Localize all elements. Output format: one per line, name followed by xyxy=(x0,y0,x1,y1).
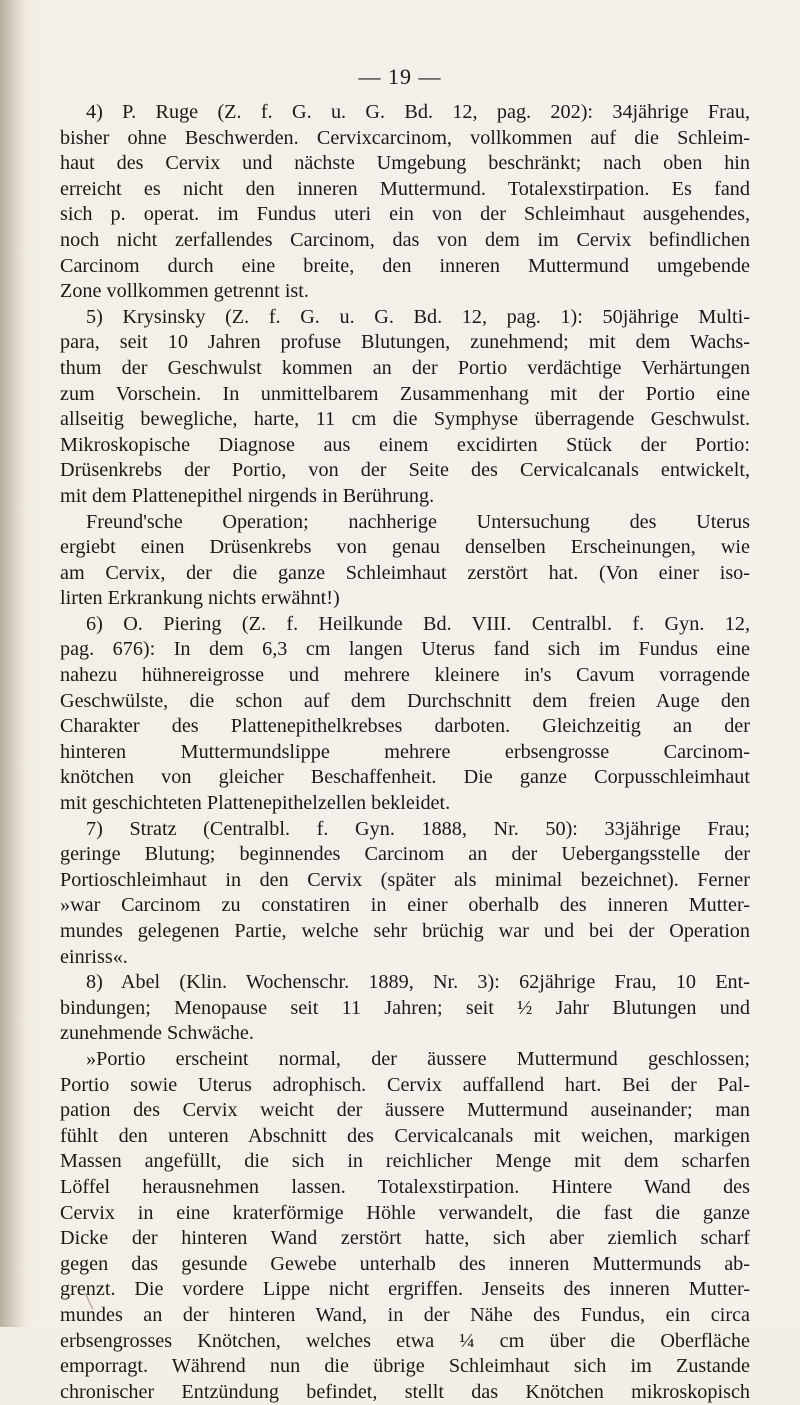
text-line: erreicht es nicht den inneren Muttermund. Totalexstirpation. Es fand xyxy=(60,177,750,200)
text-line: zunehmende Schwäche. xyxy=(60,1022,254,1045)
text-line: Löffel herausnehmen lassen. Totalexstirpation. Hintere Wand des xyxy=(60,1175,750,1198)
text-line: »Portio erscheint normal, der äussere Muttermund geschlossen; xyxy=(86,1047,750,1070)
text-line: am Cervix, der die ganze Schleimhaut zerstört hat. (Von einer iso- xyxy=(60,561,750,584)
body-text xyxy=(60,100,750,1405)
text-line: Mikroskopische Diagnose aus einem excidirten Stück der Portio: xyxy=(60,433,750,456)
text-line: Carcinom durch eine breite, den inneren Muttermund umgebende xyxy=(60,254,750,277)
text-line: Portio sowie Uterus adrophisch. Cervix auffallend hart. Bei der Pal- xyxy=(60,1073,750,1096)
text-line: Drüsenkrebs der Portio, von der Seite des Cervicalcanals entwickelt, xyxy=(60,459,750,482)
text-line: emporragt. Während nun die übrige Schleimhaut sich im Zustande xyxy=(60,1355,750,1378)
text-line: geringe Blutung; beginnendes Carcinom an der Uebergangsstelle der xyxy=(60,843,750,866)
text-line: bisher ohne Beschwerden. Cervixcarcinom, vollkommen auf die Schleim- xyxy=(60,126,750,149)
text-line: mit dem Plattenepithel nirgends in Berührung. xyxy=(60,484,435,507)
text-line: 4) P. Ruge (Z. f. G. u. G. Bd. 12, pag. 202): 34jährige Frau, xyxy=(86,101,750,123)
text-line: thum der Geschwulst kommen an der Portio verdächtige Verhärtungen xyxy=(60,356,750,379)
text-line: mundes an der hinteren Wand, in der Nähe des Fundus, ein circa xyxy=(60,1303,750,1326)
text-line: 5) Krysinsky (Z. f. G. u. G. Bd. 12, pag. 1): 50jährige Multi- xyxy=(86,305,750,328)
text-line: »war Carcinom zu constatiren in einer oberhalb des inneren Mutter- xyxy=(60,894,750,917)
text-line: para, seit 10 Jahren profuse Blutungen, zunehmend; mit dem Wachs- xyxy=(60,331,750,354)
text-line: zum Vorschein. In unmittelbarem Zusammenhang mit der Portio eine xyxy=(60,382,750,405)
text-line: Cervix in eine kraterförmige Höhle verwandelt, die fast die ganze xyxy=(60,1201,750,1224)
binding-shadow xyxy=(0,0,26,1327)
text-line: hinteren Muttermundslippe mehrere erbsengrosse Carcinom- xyxy=(60,740,750,763)
text-line: noch nicht zerfallendes Carcinom, das von dem im Cervix befindlichen xyxy=(60,228,750,251)
text-line: pag. 676): In dem 6,3 cm langen Uterus fand sich im Fundus eine xyxy=(60,638,750,661)
text-line: 7) Stratz (Centralbl. f. Gyn. 1888, Nr. 50): 33jährige Frau; xyxy=(86,817,750,840)
text-line: knötchen von gleicher Beschaffenheit. Die ganze Corpusschleimhaut xyxy=(60,766,750,789)
text-line: Freund'sche Operation; nachherige Untersuchung des Uterus xyxy=(86,510,750,533)
text-line: grenzt. Die vordere Lippe nicht ergriffen. Jenseits des inneren Mutter- xyxy=(60,1278,750,1301)
text-line: bindungen; Menopause seit 11 Jahren; seit ½ Jahr Blutungen und xyxy=(60,996,750,1019)
text-line: sich p. operat. im Fundus uteri ein von der Schleimhaut ausgehendes, xyxy=(60,203,750,226)
text-line: einriss«. xyxy=(60,945,128,968)
text-line: mundes gelegenen Partie, welche sehr brüchig war und bei der Operation xyxy=(60,920,750,942)
text-line: allseitig bewegliche, harte, 11 cm die Symphyse überragende Geschwulst. xyxy=(60,408,750,431)
text-line: mit geschichteten Plattenepithelzellen bekleidet. xyxy=(60,792,451,815)
text-line: gegen das gesunde Gewebe unterhalb des inneren Muttermunds ab- xyxy=(60,1252,750,1275)
text-line: chronischer Entzündung befindet, stellt das Knötchen mikroskopisch xyxy=(60,1380,750,1403)
text-line: nahezu hühnereigrosse und mehrere kleinere in's Cavum vorragende xyxy=(60,664,750,687)
text-line: 8) Abel (Klin. Wochenschr. 1889, Nr. 3): 62jährige Frau, 10 Ent- xyxy=(86,971,750,994)
text-line: lirten Erkrankung nichts erwähnt!) xyxy=(60,587,340,610)
text-line: 6) O. Piering (Z. f. Heilkunde Bd. VIII. Centralbl. f. Gyn. 12, xyxy=(86,612,750,635)
text-line: Zone vollkommen getrennt ist. xyxy=(60,280,309,303)
text-line: erbsengrosses Knötchen, welches etwa ¼ cm über die Oberfläche xyxy=(60,1329,750,1352)
text-line: pation des Cervix weicht der äussere Muttermund auseinander; man xyxy=(60,1099,750,1122)
text-line: ergiebt einen Drüsenkrebs von genau denselben Erscheinungen, wie xyxy=(60,536,750,559)
text-line: Portioschleimhaut in den Cervix (später als minimal bezeichnet). Ferner xyxy=(60,868,750,891)
text-line: Dicke der hinteren Wand zerstört hatte, sich aber ziemlich scharf xyxy=(60,1227,750,1250)
text-line: haut des Cervix und nächste Umgebung beschränkt; nach oben hin xyxy=(60,152,750,175)
page-number: — 19 — xyxy=(358,64,442,89)
text-line: Massen angefüllt, die sich in reichlicher Menge mit dem scharfen xyxy=(60,1150,750,1173)
text-line: Geschwülste, die schon auf dem Durchschnitt dem freien Auge den xyxy=(60,689,750,712)
text-line: fühlt den unteren Abschnitt des Cervicalcanals mit weichen, markigen xyxy=(60,1124,750,1147)
text-line: Charakter des Plattenepithelkrebses darboten. Gleichzeitig an der xyxy=(60,715,750,738)
